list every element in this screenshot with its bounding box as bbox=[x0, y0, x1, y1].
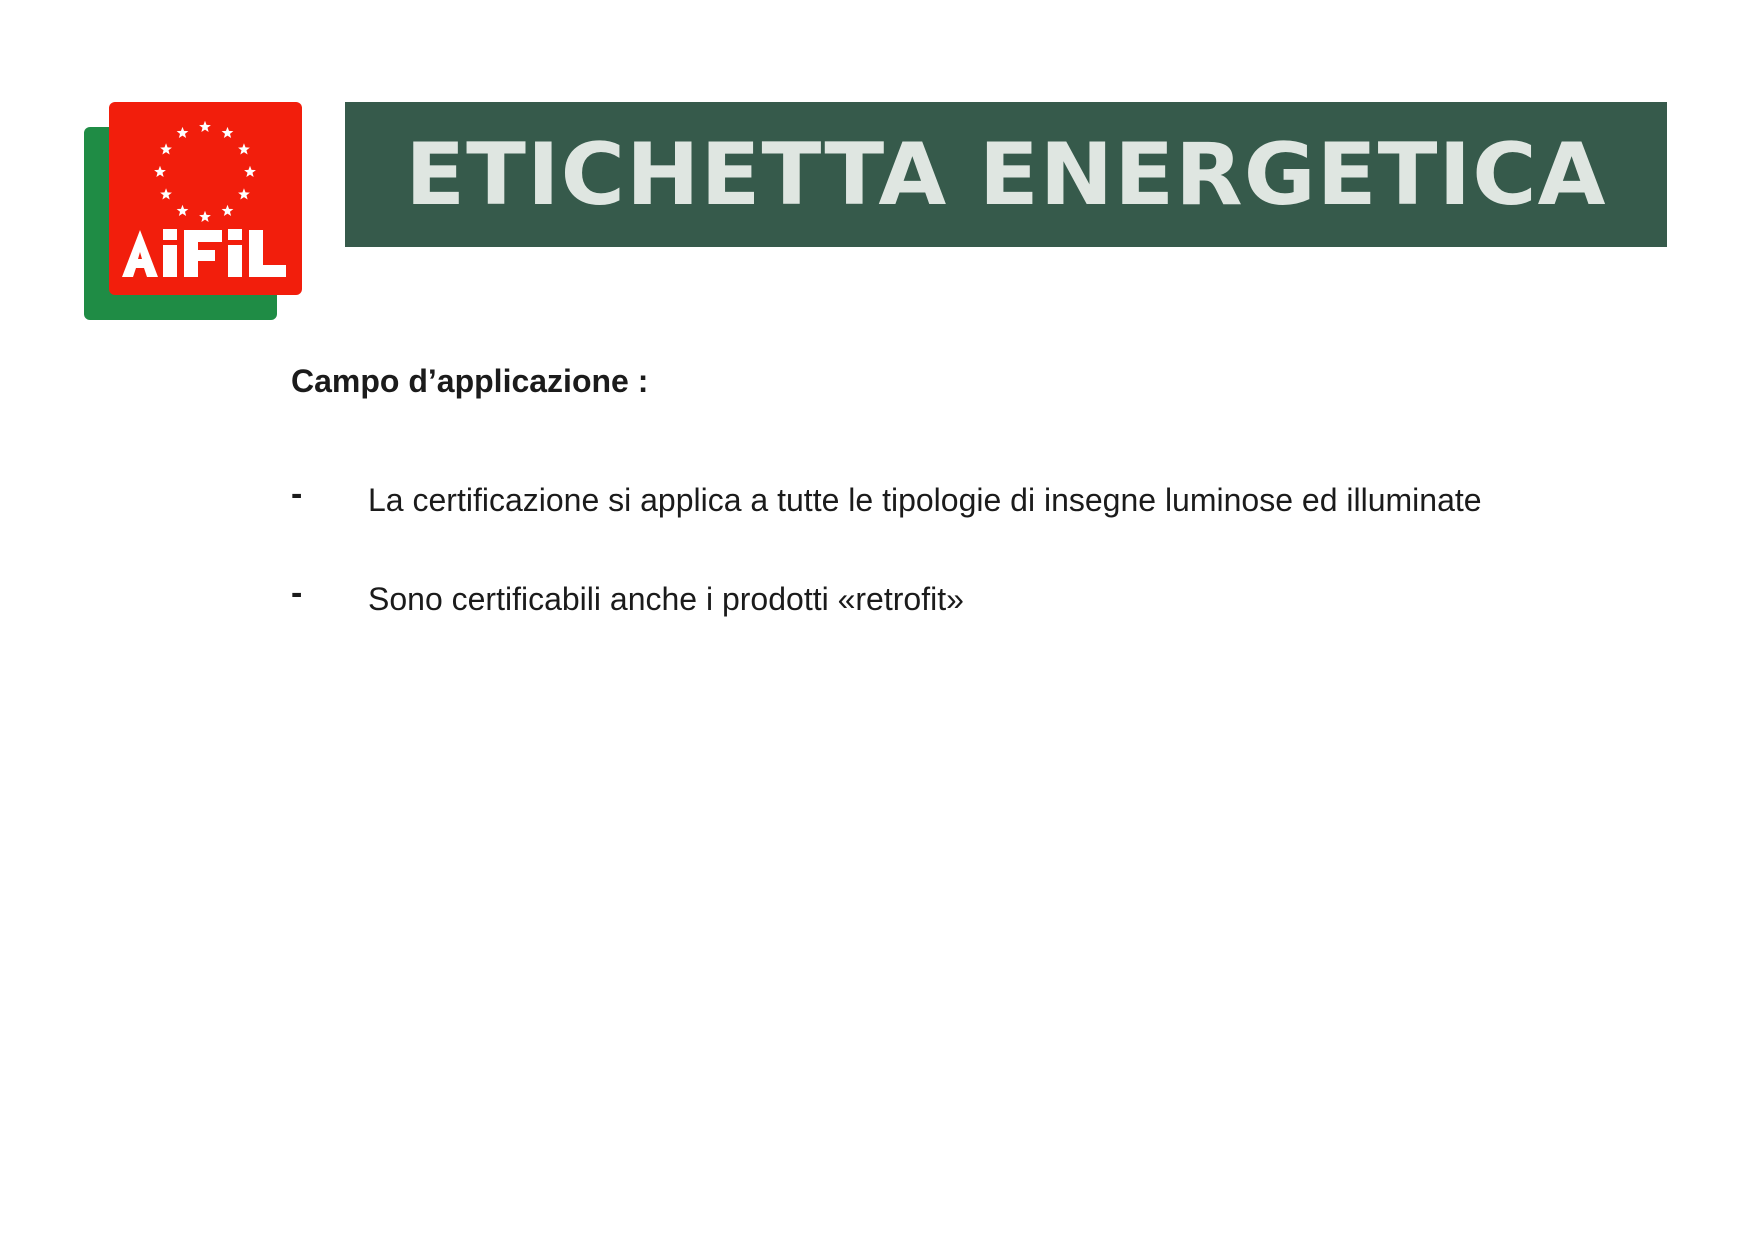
bullet-text: La certificazione si applica a tutte le tipologie di insegne luminose ed illuminate bbox=[368, 482, 1482, 519]
section-heading: Campo d’applicazione : bbox=[291, 363, 649, 399]
page-title: ETICHETTA ENERGETICA bbox=[405, 124, 1607, 225]
bullet-text: Sono certificabili anche i prodotti «retrofit» bbox=[368, 581, 964, 618]
title-banner bbox=[345, 102, 1667, 247]
aifil-logo-icon bbox=[84, 102, 302, 320]
slide-content bbox=[291, 362, 1491, 622]
bullet-marker: - bbox=[291, 475, 303, 514]
list-item bbox=[291, 475, 1508, 523]
bullet-list bbox=[291, 475, 1491, 622]
bullet-marker: - bbox=[291, 574, 303, 613]
list-item bbox=[291, 574, 1508, 622]
